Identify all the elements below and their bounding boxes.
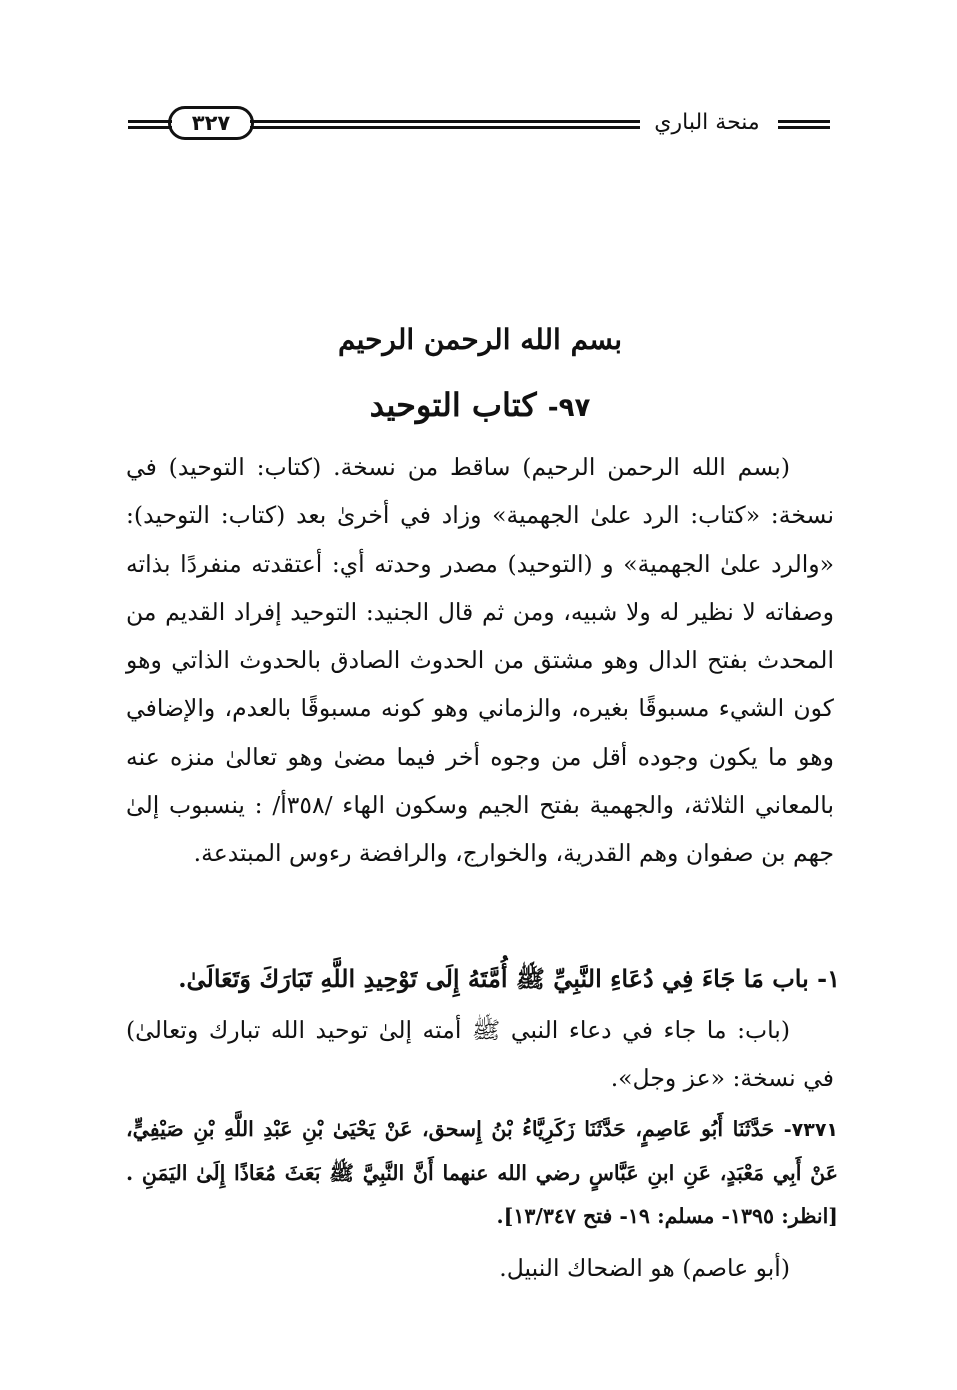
- book-heading: [130, 382, 830, 431]
- commentary-block-2: [126, 1006, 834, 1103]
- chapter-heading: ١- باب مَا جَاءَ فِي دُعَاءِ النَّبِيِّ ﷺ أُمَّتَهُ إِلَى تَوْحِيدِ اللَّهِ تَبَارَكَ وَتَعَالَىٰ.: [178, 964, 840, 993]
- commentary-paragraph-2: (باب: ما جاء في دعاء النبي ﷺ أمته إلىٰ توحيد الله تبارك وتعالىٰ) في نسخة: «عز وجل».: [126, 1016, 834, 1093]
- header-rule-left: [128, 120, 172, 129]
- running-header: [128, 100, 830, 150]
- book-number: ٩٧-: [547, 393, 591, 423]
- basmala-heading: بسم الله الرحمن الرحيم: [338, 323, 622, 356]
- hadith-body: حَدَّثَنَا أَبُو عَاصِمٍ، حَدَّثَنَا زَكَرِيَّاءُ بْنُ إِسحق، عَنْ يَحْيَىٰ بْنِ عَبْدِ اللَّهِ بْنِ صَيْفِيٍّ، عَنْ أَبِي مَعْبَدٍ، عَنِ ابنِ عَبَّاسٍ رضي الله عنهما أَنَّ النَّبِيَّ ﷺ بَعَثَ مُعَاذًا إِلَىٰ اليَمَنِ .[انظر: ١٣٩٥- مسلم: ١٩- فتح ١٣/٣٤٧].: [126, 1117, 838, 1228]
- book-title: منحة الباري: [640, 106, 774, 140]
- hadith-number: ٧٣٧١-: [783, 1119, 839, 1141]
- page-number-badge: ٣٢٧: [168, 106, 254, 140]
- header-rule-right: [778, 120, 830, 129]
- commentary-paragraph-3: (أبو عاصم) هو الضحاك النبيل.: [499, 1254, 790, 1282]
- commentary-paragraph-1: (بسم الله الرحمن الرحيم) ساقط من نسخة. (كتاب: التوحيد) في نسخة: «كتاب: الرد علىٰ الجهمية» وزاد في أخرىٰ بعد (كتاب: التوحيد): «والرد علىٰ الجهمية» و (التوحيد) مصدر وحدته أي: أعتقدته منفردًا بذاته وصفاته لا نظير له ولا شبيه، ومن ثم قال الجنيد: التوحيد إفراد القديم من المحدث بفتح الدال وهو مشتق من الحدوث الصادق بالحدوث الذاتي وهو كون الشيء مسبوقًا بغيره، والزماني وهو كونه مسبوقًا بالعدم، والإضافي وهو ما يكون وجوده أقل من وجوه أخر فيما مضىٰ وهو تعالىٰ منزه عنه بالمعاني الثلاثة، والجهمية بفتح الجيم وسكون الهاء /٣٥٨أ/ : ينسبوب إلىٰ جهم بن صفوان وهم القدرية، والخوارج، والرافضة رءوس المبتدعة.: [126, 453, 834, 868]
- commentary-block-1: [126, 443, 834, 878]
- book-title-heading: كتاب التوحيد: [369, 386, 537, 424]
- hadith-text: [126, 1108, 838, 1238]
